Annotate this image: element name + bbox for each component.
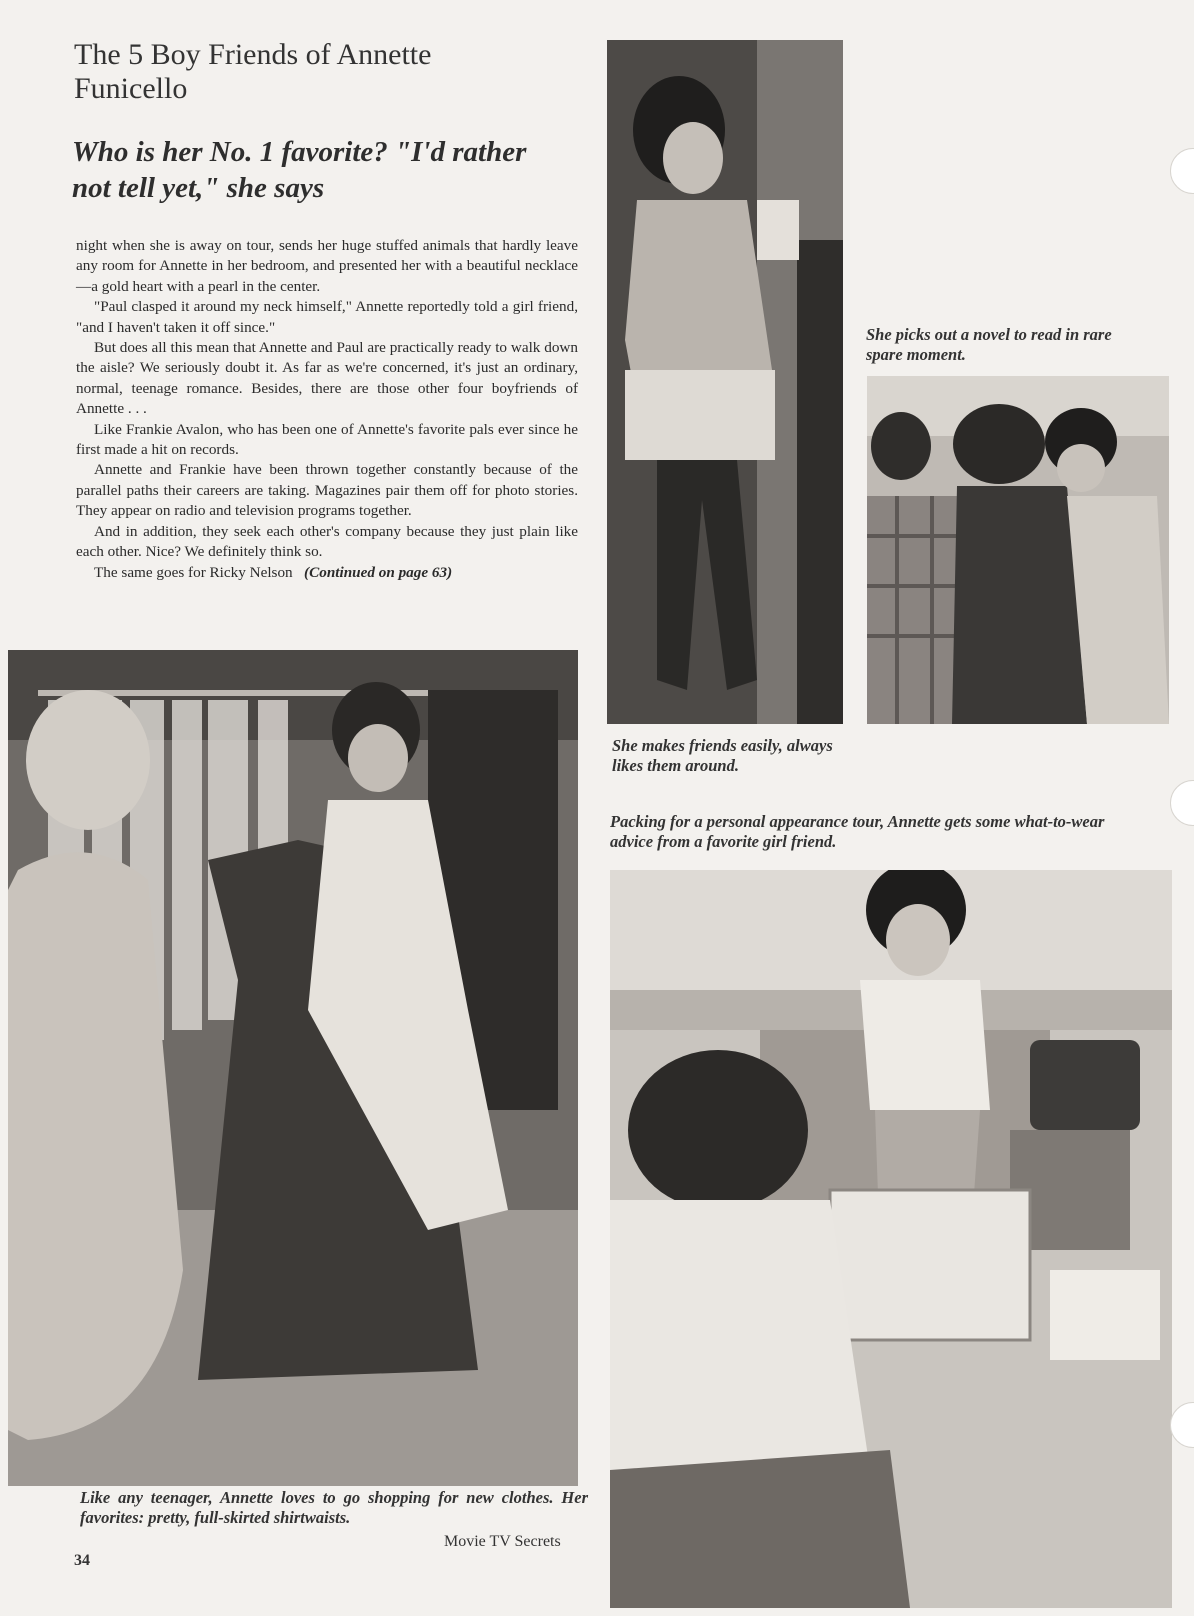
article-title: The 5 Boy Friends of Annette Funicello	[74, 38, 432, 105]
page-number: 34	[74, 1552, 90, 1569]
continued-link[interactable]: (Continued on page 63)	[304, 563, 453, 581]
paragraph: But does all this mean that Annette and Paul are practically ready to walk down the aisle? We seriously doubt it. As far as we're concerned, it's just an ordinary, normal, teenage romance. Besides, there are those other four boyfriends of Annette . . .	[76, 339, 578, 418]
photo-shopping	[8, 650, 578, 1486]
caption-novel: She picks out a novel to read in rare spare moment.	[866, 325, 1112, 364]
paragraph: night when she is away on tour, sends her huge stuffed animals that hardly leave any room for Annette in her bedroom, and presented her with a beautiful necklace—a gold heart with a pearl in the center.	[76, 237, 578, 295]
binder-hole	[1170, 1402, 1194, 1448]
caption-shopping: Like any teenager, Annette loves to go shopping for new clothes. Her favorites: pretty, full-skirted shirtwaists.	[80, 1488, 588, 1527]
paragraph: Like Frankie Avalon, who has been one of Annette's favorite pals ever since he first made a hit on records.	[76, 420, 578, 459]
paragraph: "Paul clasped it around my neck himself," Annette reportedly told a girl friend, "and I haven't taken it off since."	[76, 298, 578, 336]
article-subtitle: Who is her No. 1 favorite? "I'd rather not tell yet," she says	[72, 136, 527, 204]
photo-novel	[607, 40, 843, 724]
paragraph: And in addition, they seek each other's company because they just plain like each other. Nice? We definitely think so.	[76, 522, 578, 561]
binder-hole	[1170, 148, 1194, 194]
article-body	[76, 236, 578, 583]
caption-packing: Packing for a personal appearance tour, Annette gets some what-to-wear advice from a favorite girl friend.	[610, 812, 1105, 851]
binder-hole	[1170, 780, 1194, 826]
last-line: The same goes for Ricky Nelson	[94, 563, 293, 581]
photo-friends	[867, 376, 1169, 724]
magazine-source: Movie TV Secrets	[444, 1533, 561, 1550]
caption-friends: She makes friends easily, always likes them around.	[612, 736, 833, 775]
photo-packing	[610, 870, 1172, 1608]
paragraph-last	[76, 563, 578, 583]
paragraph: Annette and Frankie have been thrown together constantly because of the parallel paths their careers are taking. Magazines pair them off for photo stories. They appear on radio and television programs together.	[76, 461, 578, 520]
